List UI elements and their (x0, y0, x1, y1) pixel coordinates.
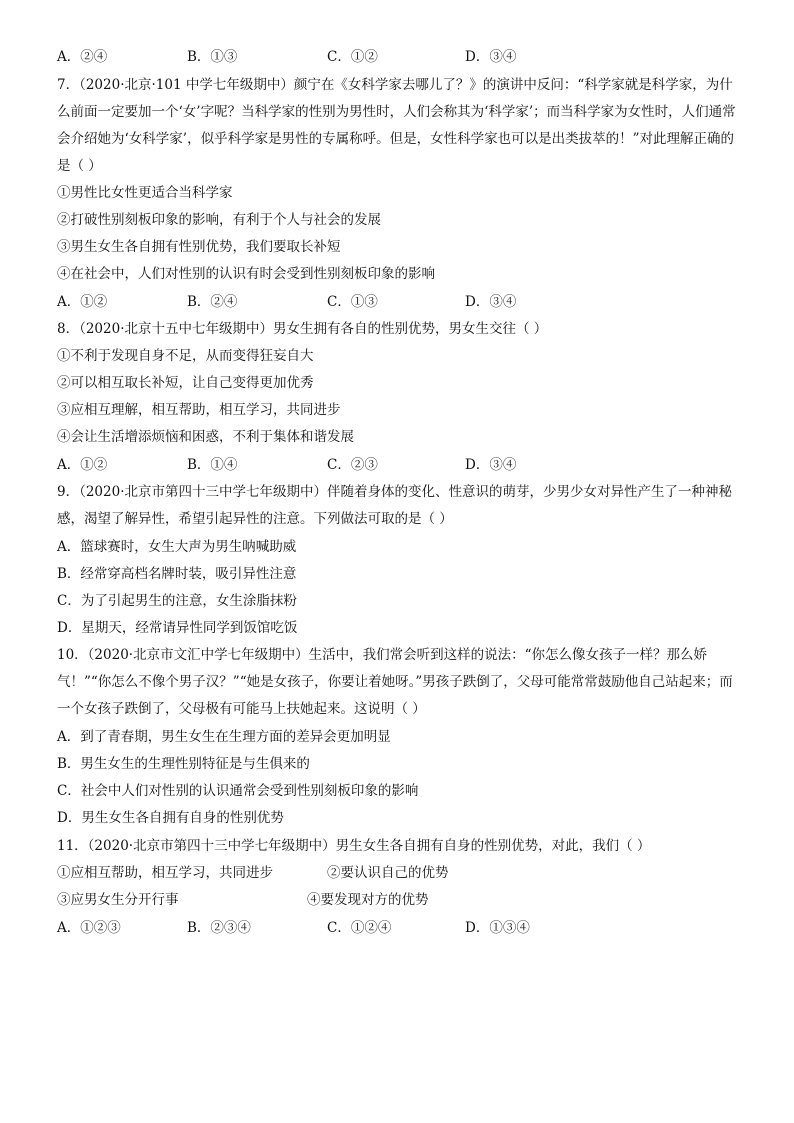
q8-item-1: ①不利于发现自身不足，从而变得狂妄自大 (57, 348, 314, 364)
q11-item-3: ③应男女生分开行事 (57, 892, 179, 908)
q6-option-b[interactable]: B．①③ (187, 49, 238, 65)
q11-option-d[interactable]: D．①③④ (465, 920, 530, 936)
q8-option-c[interactable]: C．②③ (327, 457, 378, 473)
q11-item-2: ②要认识自己的优势 (327, 865, 449, 881)
q7-option-d[interactable]: D．③④ (465, 294, 517, 310)
q8-item-2: ②可以相互取长补短，让自己变得更加优秀 (57, 375, 314, 391)
q7-option-a[interactable]: A．①② (57, 294, 108, 310)
q7-item-1: ①男性比女性更适合当科学家 (57, 185, 233, 201)
q11-option-b[interactable]: B．②③④ (187, 920, 251, 936)
q11-stem: 11．（2020·北京市第四十三中学七年级期中）男生女生各自拥有自身的性别优势，对此，我们（ ） (57, 838, 651, 854)
q10-choice-d[interactable]: D．男生女生各自拥有自身的性别优势 (57, 810, 284, 826)
q9-choice-a[interactable]: A．篮球赛时，女生大声为男生呐喊助威 (57, 539, 297, 555)
q10-choice-a[interactable]: A．到了青春期，男生女生在生理方面的差异会更加明显 (57, 729, 391, 745)
q9-choice-b[interactable]: B．经常穿高档名牌时装，吸引异性注意 (57, 566, 297, 582)
q9-choice-d[interactable]: D．星期天，经常请异性同学到饭馆吃饭 (57, 620, 298, 636)
q11-item-4: ④要发现对方的优势 (307, 892, 429, 908)
q7-item-2: ②打破性别刻板印象的影响，有利于个人与社会的发展 (57, 212, 381, 228)
q8-item-3: ③应相互理解，相互帮助，相互学习，共同进步 (57, 402, 341, 418)
q9-stem-line-2: 感，渴望了解异性，希望引起异性的注意。下列做法可取的是（ ） (57, 511, 453, 527)
q7-stem-line-2: 么前面一定要加一个‘女’字呢？当科学家的性别为男性时，人们会称其为‘科学家’；而当科学家为女性时，人们通常 (57, 104, 736, 120)
q8-stem: 8．（2020·北京十五中七年级期中）男女生拥有各自的性别优势，男女生交往（ ） (57, 321, 548, 337)
q10-stem-line-1: 10．（2020·北京市文汇中学七年级期中）生活中，我们常会听到这样的说法：“你怎么像女孩子一样？那么娇 (57, 647, 707, 663)
q11-item-1: ①应相互帮助，相互学习，共同进步 (57, 865, 273, 881)
q9-choice-c[interactable]: C．为了引起男生的注意，女生涂脂抹粉 (57, 593, 297, 609)
q11-option-a[interactable]: A．①②③ (57, 920, 121, 936)
q7-option-c[interactable]: C．①③ (327, 294, 378, 310)
q7-stem-line-4: 是（ ） (57, 158, 102, 174)
q10-stem-line-3: 一个女孩子跌倒了，父母极有可能马上扶她起来。这说明（ ） (57, 701, 426, 717)
q10-stem-line-2: 气！”“你怎么不像个男子汉？”“她是女孩子，你要让着她呀。”男孩子跌倒了，父母可能常常鼓励他自己站起来；而 (57, 674, 733, 690)
q10-choice-c[interactable]: C．社会中人们对性别的认识通常会受到性别刻板印象的影响 (57, 783, 419, 799)
q6-option-c[interactable]: C．①② (327, 49, 378, 65)
q7-stem-line-1: 7．（2020·北京·101 中学七年级期中）颜宁在《女科学家去哪儿了？》的演讲中反问：“科学家就是科学家，为什 (57, 77, 733, 93)
q11-option-c[interactable]: C．①②④ (327, 920, 392, 936)
q7-stem-line-3: 会介绍她为‘女科学家’，似乎科学家是男性的专属称呼。但是，女性科学家也可以是出类拔萃的！”对此理解正确的 (57, 131, 734, 147)
q7-option-b[interactable]: B．②④ (187, 294, 238, 310)
q7-item-3: ③男生女生各自拥有性别优势，我们要取长补短 (57, 239, 341, 255)
q7-item-4: ④在社会中，人们对性别的认识有时会受到性别刻板印象的影响 (57, 266, 435, 282)
q6-option-a[interactable]: A．②④ (57, 49, 108, 65)
q6-option-d[interactable]: D．③④ (465, 49, 517, 65)
q9-stem-line-1: 9．（2020·北京市第四十三中学七年级期中）伴随着身体的变化、性意识的萌芽，少男少女对异性产生了一种神秘 (57, 484, 732, 500)
q8-option-d[interactable]: D．③④ (465, 457, 517, 473)
q10-choice-b[interactable]: B．男生女生的生理性别特征是与生俱来的 (57, 756, 310, 772)
q8-item-4: ④会让生活增添烦恼和困惑，不利于集体和谐发展 (57, 429, 354, 445)
q8-option-b[interactable]: B．①④ (187, 457, 238, 473)
q8-option-a[interactable]: A．①② (57, 457, 108, 473)
